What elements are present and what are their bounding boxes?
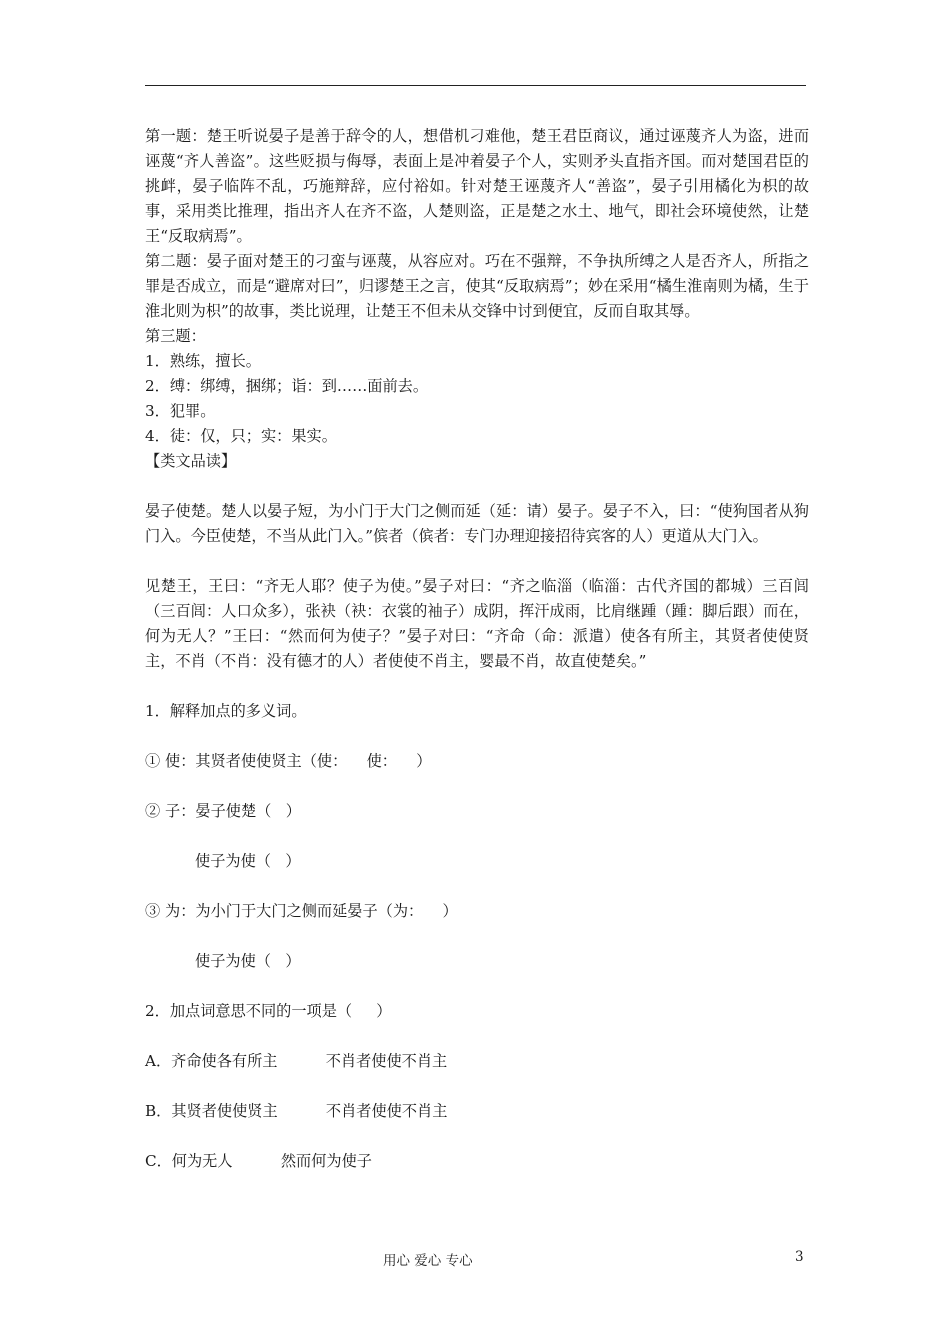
question-2-title: 2．加点词意思不同的一项是（ ） [145,1002,392,1020]
question-2-option-c: C．何为无人 然而何为使子 [145,1152,372,1170]
answer-q3-item: 4．徒：仅，只；实：果实。 [145,427,337,445]
passage-paragraph-2: 见楚王，王曰：“齐无人耶？使子为使。”晏子对曰：“齐之临淄（临淄：古代齐国的都城）三百闾（三百闾：人口众多），张袂（袂：衣裳的袖子）成阴，挥汗成雨，比肩继踵（踵：脚后跟）而在，何为无人？”王曰：“然而何为使子？”晏子对曰：“齐命（命：派遣）使各有所主，其贤者使使贤主，不肖（不肖：没有德才的人）者使使不肖主，婴最不肖，故直使楚矣。” [145,577,809,670]
question-1-item-c: ③ 为：为小门于大门之侧而延晏子（为： ） [145,902,458,920]
answer-q2: 第二题：晏子面对楚王的刁蛮与诬蔑，从容应对。巧在不强辩，不争执所缚之人是否齐人，所指之罪是否成立，而是“避席对曰”，归谬楚王之言，使其“反取病焉”；妙在采用“橘生淮南则为橘，生于淮北则为枳”的故事，类比说理，让楚王不但未从交锋中讨到便宜，反而自取其辱。 [145,252,809,320]
section-title: 【类文品读】 [145,452,237,470]
passage-paragraph-1: 晏子使楚。楚人以晏子短，为小门于大门之侧而延（延：请）晏子。晏子不入，曰：“使狗国者从狗门入。今臣使楚，不当从此门入。”傧者（傧者：专门办理迎接招待宾客的人）更道从大门入。 [145,502,809,545]
question-1-item-a: ① 使：其贤者使使贤主（使： 使： ） [145,752,432,770]
footer-motto: 用心 爱心 专心 [383,1253,473,1269]
answer-q3-title: 第三题： [145,327,206,345]
answer-q3-item: 1．熟练，擅长。 [145,352,261,370]
question-1-item-b: ② 子：晏子使楚（ ） [145,802,301,820]
answer-q1: 第一题：楚王听说晏子是善于辞令的人，想借机刁难他，楚王君臣商议，通过诬蔑齐人为盗，进而诬蔑“齐人善盗”。这些贬损与侮辱，表面上是冲着晏子个人，实则矛头直指齐国。而对楚国君臣的挑衅，晏子临阵不乱，巧施辩辞，应付裕如。针对楚王诬蔑齐人“善盗”，晏子引用橘化为枳的故事，采用类比推理，指出齐人在齐不盗，人楚则盗，正是楚之水土、地气，即社会环境使然，让楚王“反取病焉”。 [145,127,809,245]
question-1-title: 1．解释加点的多义词。 [145,702,307,720]
document-body [145,124,809,1174]
answer-q3-item: 2．缚：绑缚，捆绑；诣：到……面前去。 [145,377,429,395]
header-rule [145,85,806,86]
question-1-item-c2: 使子为使（ ） [195,952,301,970]
answer-q3-item: 3．犯罪。 [145,402,216,420]
page-number: 3 [795,1249,804,1265]
question-2-option-a: A．齐命使各有所主 不肖者使使不肖主 [145,1052,448,1070]
question-1-item-b2: 使子为使（ ） [195,852,301,870]
page-footer [0,1249,950,1271]
question-2-option-b: B．其贤者使使贤主 不肖者使使不肖主 [145,1102,448,1120]
